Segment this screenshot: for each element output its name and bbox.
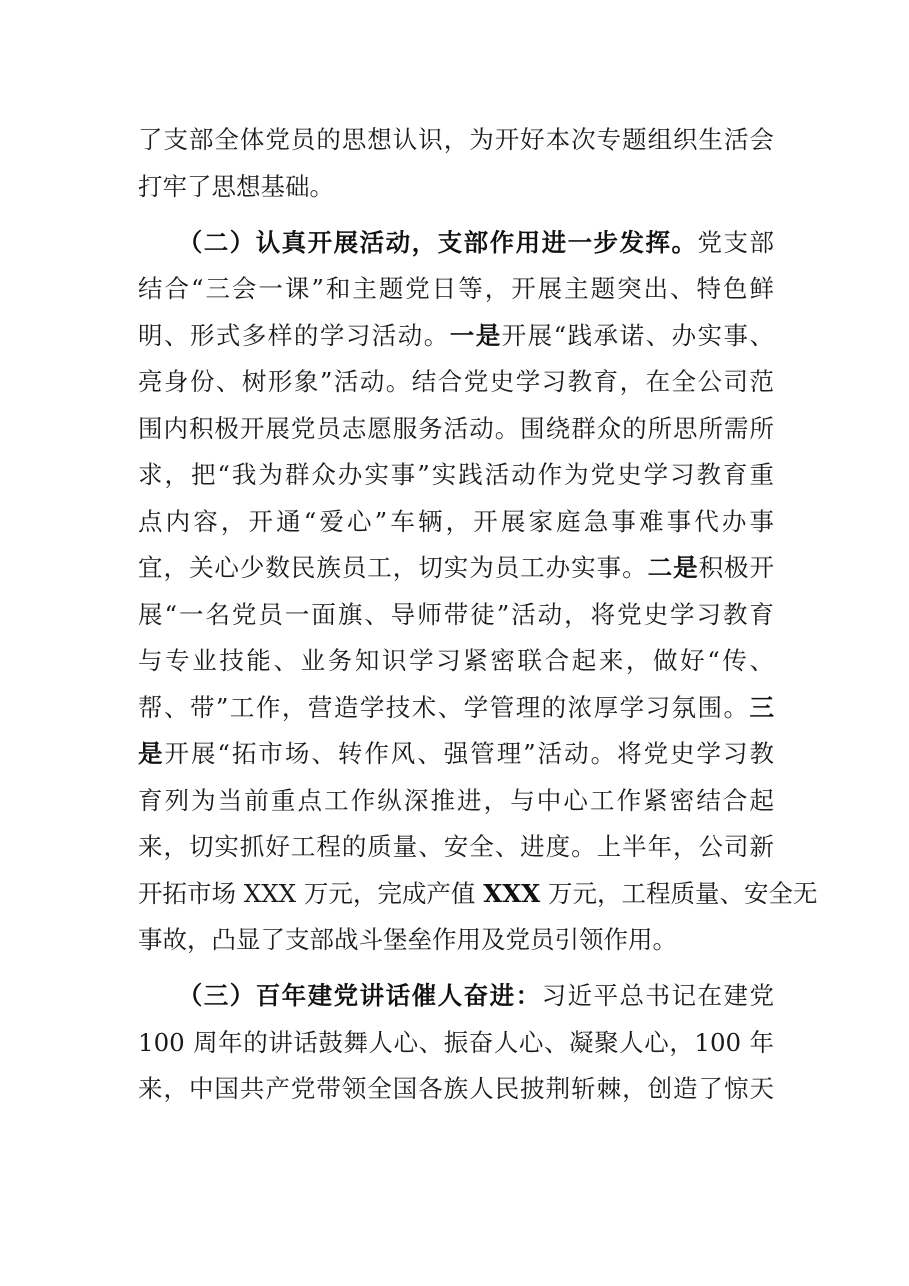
text-line: 结合“三会一课”和主题党日等，开展主题突出、特色鲜 [138, 274, 774, 303]
text-line: 打牢了思想基础。 [138, 172, 334, 201]
text-line: 事故，凸显了支部战斗堡垒作用及党员引领作用。 [138, 925, 677, 954]
text-line: 100 周年的讲话鼓舞人心、振奋人心、凝聚人心，100 年 [138, 1028, 774, 1057]
section-heading-3: （三）百年建党讲话催人奋进： [138, 981, 542, 1010]
text-line: 宜，关心少数民族员工，切实为员工办实事。二是积极开 [138, 553, 775, 582]
text-line: 亮身份、树形象”活动。结合党史学习教育，在全公司范 [138, 367, 774, 396]
text-line: 展“一名党员一面旗、导师带徒”活动，将党史学习教育 [138, 600, 774, 629]
text-line: 围内积极开展党员志愿服务活动。围绕群众的所思所需所 [138, 414, 774, 443]
text-line: 明、形式多样的学习活动。一是开展“践承诺、办实事、 [138, 321, 775, 350]
section-heading-line: （三）百年建党讲话催人奋进：习近平总书记在建党 [138, 981, 775, 1010]
text-line: 来，切实抓好工程的质量、安全、进度。上半年，公司新 [138, 832, 774, 861]
text-line: 与专业技能、业务知识学习紧密联合起来，做好“传、 [138, 646, 774, 675]
section-heading-line: （二）认真开展活动，支部作用进一步发挥。党支部 [138, 228, 775, 257]
text-line: 开拓市场 XXX 万元，完成产值 XXX 万元，工程质量、安全无 [138, 879, 818, 908]
text-line: 了支部全体党员的思想认识，为开好本次专题组织生活会 [138, 125, 774, 154]
section-heading-2: （二）认真开展活动，支部作用进一步发挥。 [138, 228, 698, 257]
text-line: 帮、带”工作，营造学技术、学管理的浓厚学习氛围。三 [138, 693, 774, 722]
text-line: 是开展“拓市场、转作风、强管理”活动。将党史学习教 [138, 739, 774, 768]
text-line: 来，中国共产党带领全国各族人民披荆斩棘，创造了惊天 [138, 1074, 774, 1103]
text-line: 点内容，开通“爱心”车辆，开展家庭急事难事代办事 [138, 507, 774, 536]
text-line: 育列为当前重点工作纵深推进，与中心工作紧密结合起 [138, 786, 774, 815]
text-line: 求，把“我为群众办实事”实践活动作为党史学习教育重 [138, 460, 774, 489]
